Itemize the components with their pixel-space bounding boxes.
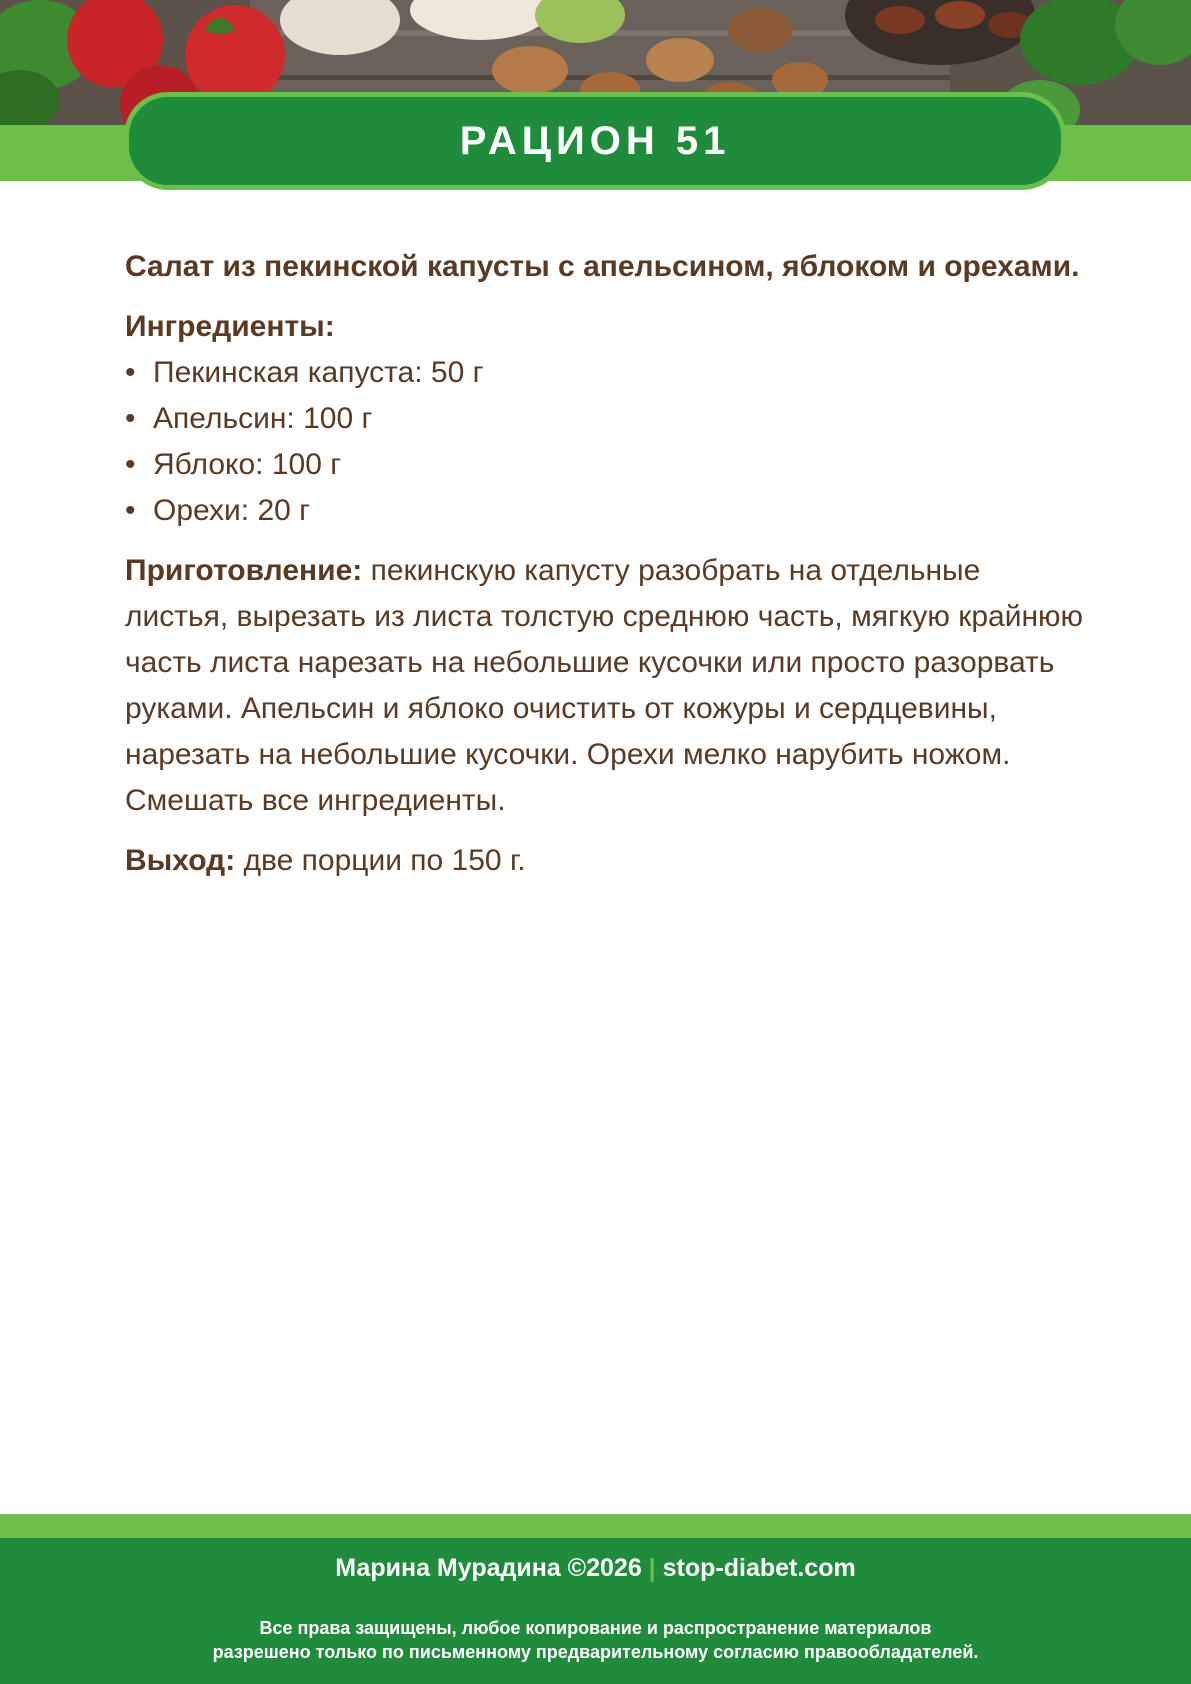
ingredient-text: Апельсин: 100 г <box>153 402 373 435</box>
recipe-title: Салат из пекинской капусты с апельсином, яблоком и орехами. <box>125 250 1080 283</box>
preparation-label: Приготовление: <box>125 554 363 587</box>
ingredient-item <box>125 442 1085 488</box>
footer-credits <box>0 1554 1191 1583</box>
yield-text: две порции по 150 г. <box>235 844 526 877</box>
footer-rights-line2: разрешено только по письменному предварительному согласию правообладателей. <box>212 1642 979 1662</box>
ingredients-list <box>125 350 1085 534</box>
bullet-icon: • <box>125 402 136 435</box>
footer <box>0 1538 1191 1684</box>
ingredient-item <box>125 488 1085 534</box>
footer-author: Марина Мурадина ©2026 <box>335 1554 642 1582</box>
recipe-content <box>125 244 1085 898</box>
footer-rights <box>0 1616 1191 1664</box>
bullet-icon: • <box>125 448 136 481</box>
page-title: РАЦИОН 51 <box>459 118 731 163</box>
ingredients-heading: Ингредиенты: <box>125 310 335 343</box>
footer-site-link[interactable]: stop-diabet.com <box>662 1554 856 1582</box>
yield-label: Выход: <box>125 844 236 877</box>
footer-green-strip <box>0 1514 1191 1538</box>
ingredient-item <box>125 396 1085 442</box>
preparation-text: пекинскую капусту разобрать на отдельные листья, вырезать из листа толстую среднюю часть, мягкую крайнюю часть листа нарезать на небольшие кусочки или просто разорвать руками. Апельсин и яблоко очистить от кожуры и сердцевины, нарезать на небольшие кусочки. Орехи мелко нарубить ножом. Смешать все ингредиенты. <box>125 554 1084 817</box>
ingredient-text: Пекинская капуста: 50 г <box>153 356 484 389</box>
footer-rights-line1: Все права защищены, любое копирование и распространение материалов <box>259 1618 932 1638</box>
ingredient-text: Орехи: 20 г <box>153 494 311 527</box>
yield-paragraph <box>125 838 1085 884</box>
ingredient-item <box>125 350 1085 396</box>
bullet-icon: • <box>125 356 136 389</box>
preparation-paragraph <box>125 548 1085 824</box>
title-banner <box>124 92 1066 190</box>
footer-separator: | <box>648 1554 656 1582</box>
bullet-icon: • <box>125 494 136 527</box>
ingredient-text: Яблоко: 100 г <box>153 448 342 481</box>
